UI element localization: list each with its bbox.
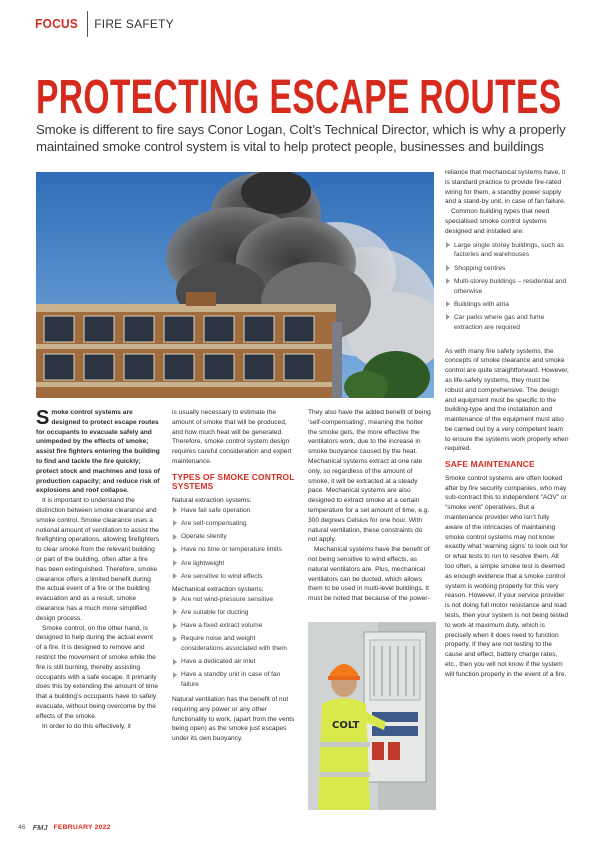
list-item: Have a fixed extract volume	[172, 621, 296, 631]
mechanical-list	[172, 595, 296, 690]
triangle-bullet-icon	[173, 623, 177, 629]
triangle-bullet-icon	[173, 534, 177, 540]
paragraph: They also have the added benefit of being ‘self-compensating’, meaning the hotter the smoke gets, the more effective the ventilators work, due to the increase in smoke buoyance caused by the heat. Mechanical systems extract at one rate only, so regardless of the amount of smoke, it will be extracted at a steady pace. Mechanical systems are also designed to extract smoke at a certain temperature for a set amount of time, e.g. 300 degrees Celsius for one hour. With natural ventilation, these constraints do not apply.	[308, 409, 431, 544]
column-4	[445, 168, 569, 680]
list-item: Are suitable for ducting	[172, 608, 296, 618]
paragraph: In order to do this effectively, it	[42, 722, 131, 730]
paragraph: Common building types that need specialised smoke control systems designed and installed are:	[445, 208, 550, 235]
paragraph: Smoke control systems are often looked after by fire security companies, who may sub-contract this to independent “AOV” or “smoke vent” operatives. But a maintenance provider who isn’t fully aware of the intricacies of maintaining smoke control systems may not know exactly what ‘warning signs’ to look out for or what tests to run to resolve them. All too often, a simple smoke test is deemed as enough evidence that a smoke control system is working properly for this very reason. However, if your service provider is not doing full motor resistance and load tests, then your system is not being tested to work at maximum duty, which is precisely when it does need to function properly. If they are not testing to the cause and effect, battery charge rates, etc., then you will not know if the system will function properly in the event of a fire.	[445, 474, 569, 678]
triangle-bullet-icon	[446, 242, 450, 248]
list-item: Have fail safe operation	[172, 506, 296, 516]
triangle-bullet-icon	[173, 507, 177, 513]
engineer-photo	[308, 622, 436, 810]
lead-text: moke control systems are designed to protect escape routes for occupants to evacuate safely and unimpeded by the effects of smoke; assist fire fighters entering the building to find and tackle the fire quickly; protect stock and machines and loss of production capacity; and reduce risk of explosions and roof collapse.	[36, 409, 160, 495]
list-item: Have a standby unit in case of fan failure	[172, 670, 296, 690]
column-3	[308, 408, 432, 604]
header-divider	[87, 11, 88, 37]
drop-cap: S	[36, 407, 50, 429]
list-item: Have a dedicated air inlet	[172, 657, 296, 667]
triangle-bullet-icon	[173, 560, 177, 566]
section-label: FOCUS	[35, 17, 79, 31]
natural-label: Natural extraction systems:	[172, 496, 252, 504]
building-types-list	[445, 241, 569, 333]
paragraph: Smoke control, on the other hand, is designed to help during the actual event of a fire. It is designed to remove and restrict the movement of smoke while the fire is still burning, thereby assisting occupants with a safe escape. It primarily does this by extending the amount of time that a building’s occupants have to safely evacuate, without being overcome by the effects of the smoke.	[36, 624, 159, 720]
paragraph: Mechanical systems have the benefit of not being sensitive to wind effects, as natural ventilators are. Plus, mechanical ventilators can be ducted, which allows them to be used in multi-level buildings. It must be noted that because of the power-	[308, 546, 430, 603]
list-item: Are self-compensating	[172, 519, 296, 529]
triangle-bullet-icon	[173, 520, 177, 526]
triangle-bullet-icon	[446, 314, 450, 320]
list-item: Buildings with atria	[445, 300, 569, 310]
triangle-bullet-icon	[173, 596, 177, 602]
paragraph: As with many fire safety systems, the concepts of smoke clearance and smoke control are quite straightforward. However, as life-safety systems, they must be robust and comprehensive. The design and equipment must be specific to the building-type and the installation and maintenance of the equipment must also be carried out by a very competent team to ensure the systems work properly when required.	[445, 347, 569, 453]
triangle-bullet-icon	[173, 636, 177, 642]
list-item: Multi-storey buildings – residential and otherwise	[445, 277, 569, 297]
list-item: Are lightweight	[172, 559, 296, 569]
paragraph: It is important to understand the distinction between smoke clearance and smoke control. Smoke clearance uses a notional amount of ventilation to assist the firefighting operations, allowing firefighters to clear smoke from the relevant building or part of the building, often after a fire has been extinguished. Therefore, smoke clearance offers a limited benefit during the actual event of a fire or the building evacuation and as a result, smoke clearance has a much more simplified design process.	[36, 497, 160, 622]
types-heading: TYPES OF SMOKE CONTROL SYSTEMS	[172, 471, 295, 492]
triangle-bullet-icon	[446, 278, 450, 284]
list-item: Shopping centres	[445, 264, 569, 274]
natural-list	[172, 506, 296, 582]
list-item: Are not wind-pressure sensitive	[172, 595, 296, 605]
paragraph: is usually necessary to estimate the amount of smoke that will be produced, and how much heat will be generated. Therefore, smoke control system design requires careful consideration and expert maintenance.	[172, 409, 292, 465]
list-item: Are sensitive to wind effects	[172, 572, 296, 582]
page-number: 46	[18, 824, 26, 831]
paragraph: Natural ventilation has the benefit of not requiring any power or any other functionality to work, (apart from the vents being open) as the smoke just escapes under its own buoyancy.	[172, 696, 295, 743]
page-header	[34, 13, 174, 35]
article-title: PROTECTING ESCAPE ROUTES	[36, 71, 562, 124]
triangle-bullet-icon	[173, 547, 177, 553]
list-item: Operate silently	[172, 532, 296, 542]
triangle-bullet-icon	[173, 672, 177, 678]
list-item: Car parks where gas and fume extraction are required	[445, 313, 569, 333]
column-2	[172, 408, 296, 744]
triangle-bullet-icon	[446, 265, 450, 271]
issue-date: FEBRUARY 2022	[53, 824, 111, 831]
list-item: Require noise and weight considerations associated with them	[172, 634, 296, 654]
safe-maintenance-heading: SAFE MAINTENANCE	[445, 459, 535, 470]
page-footer	[18, 823, 111, 832]
column-1	[36, 408, 160, 731]
list-item: Have no time or temperature limits	[172, 545, 296, 555]
triangle-bullet-icon	[446, 301, 450, 307]
topic-label: FIRE SAFETY	[94, 17, 174, 31]
triangle-bullet-icon	[173, 659, 177, 665]
list-item: Large single storey buildings, such as factories and warehouses	[445, 241, 569, 261]
article-standfirst: Smoke is different to fire says Conor Logan, Colt’s Technical Director, which is why a properly maintained smoke control system is vital to help protect people, businesses and buildings	[36, 122, 566, 154]
building-smoke-photo	[36, 172, 434, 398]
paragraph: reliance that mechanical systems have, it is standard practice to provide fire-rated wiring for them, a standby power supply and a stand-by unit, in case of fan failure.	[445, 169, 566, 206]
lead-paragraph	[36, 408, 160, 496]
mechanical-label: Mechanical extraction systems:	[172, 585, 264, 593]
magazine-logo: FMJ	[32, 823, 48, 832]
triangle-bullet-icon	[173, 609, 177, 615]
triangle-bullet-icon	[173, 573, 177, 579]
vest-text: COLT	[332, 720, 360, 731]
